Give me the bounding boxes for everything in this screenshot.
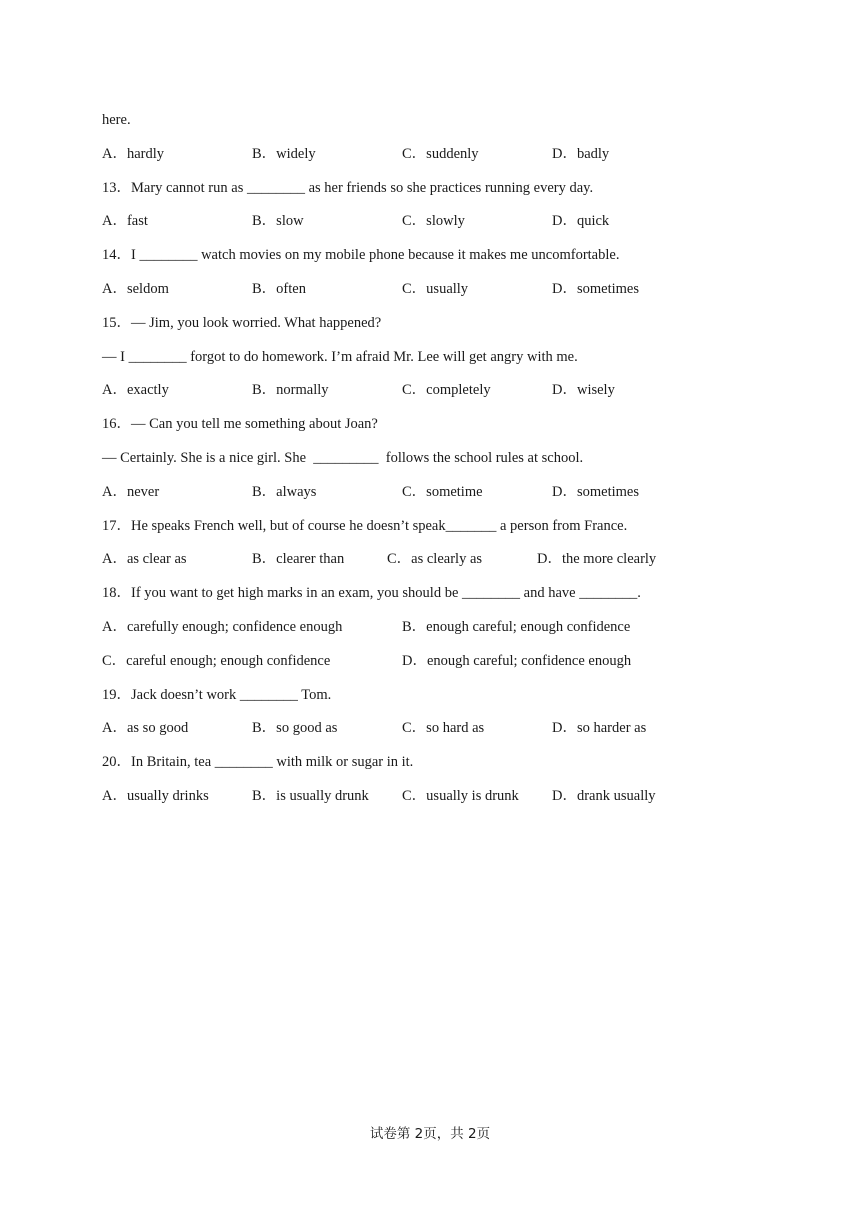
question-text: 20．In Britain, tea ________ with milk or sugar in it. (102, 754, 414, 771)
answer-option: A．hardly (102, 145, 165, 162)
answer-options (102, 482, 782, 516)
answer-options (102, 651, 782, 685)
question-text: here. (102, 112, 131, 128)
question-text: — Certainly. She is a nice girl. She _________ follows the school rules at school. (102, 449, 584, 466)
answer-option: B．widely (252, 145, 316, 162)
answer-option: B．clearer than (252, 551, 345, 568)
answer-option: A．never (102, 483, 160, 500)
answer-option: A．seldom (102, 280, 169, 297)
answer-option: C．usually is drunk (402, 787, 519, 804)
question-text: 13．Mary cannot run as ________ as her friends so she practices running every day. (102, 179, 594, 196)
answer-options (102, 144, 782, 178)
question-text: 16．— Can you tell me something about Joan? (102, 416, 378, 433)
answer-option: C．as clearly as (387, 551, 483, 568)
answer-option: D．wisely (552, 382, 615, 399)
question-text: 15．— Jim, you look worried. What happened? (102, 314, 382, 331)
answer-option: A．exactly (102, 382, 169, 399)
answer-option: C．completely (402, 382, 491, 399)
answer-option: D．so harder as (552, 720, 647, 737)
answer-options (102, 279, 782, 313)
answer-option: C．careful enough; enough confidence (102, 652, 331, 669)
answer-options (102, 786, 782, 820)
page-footer: 试卷第 2页，共 2页 (369, 1126, 491, 1142)
answer-option: C．suddenly (402, 145, 479, 162)
answer-option: B．slow (252, 213, 304, 230)
answer-option: D．the more clearly (537, 551, 657, 568)
question-text: 19．Jack doesn’t work ________ Tom. (102, 686, 332, 703)
answer-options (102, 549, 782, 583)
answer-option: A．fast (102, 213, 148, 230)
answer-option: B．enough careful; enough confidence (402, 618, 631, 635)
answer-option: D．sometimes (552, 483, 639, 500)
answer-option: C．so hard as (402, 720, 485, 737)
question-text: 14．I ________ watch movies on my mobile phone because it makes me uncomfortable. (102, 247, 620, 264)
answer-option: A．as clear as (102, 551, 187, 568)
answer-option: C．usually (402, 280, 469, 297)
answer-option: B．always (252, 483, 317, 500)
answer-options (102, 617, 782, 651)
answer-option: D．badly (552, 145, 610, 162)
answer-options (102, 718, 782, 752)
answer-option: C．slowly (402, 213, 465, 230)
question-text: 17．He speaks French well, but of course he doesn’t speak_______ a person from France. (102, 517, 628, 534)
question-list (102, 110, 782, 820)
answer-option: B．often (252, 280, 306, 297)
answer-options (102, 211, 782, 245)
answer-option: C．sometime (402, 483, 483, 500)
answer-option: B．is usually drunk (252, 787, 369, 804)
answer-option: A．carefully enough; confidence enough (102, 618, 343, 635)
answer-option: D．drank usually (552, 787, 656, 804)
answer-option: B．so good as (252, 720, 338, 737)
question-text: 18．If you want to get high marks in an exam, you should be ________ and have ________. (102, 585, 641, 602)
answer-option: D．quick (552, 213, 610, 230)
answer-option: A．usually drinks (102, 787, 209, 804)
answer-option: D．enough careful; confidence enough (402, 652, 632, 669)
answer-option: B．normally (252, 382, 329, 399)
answer-option: A．as so good (102, 720, 189, 737)
question-text: — I ________ forgot to do homework. I’m afraid Mr. Lee will get angry with me. (102, 348, 578, 365)
answer-options (102, 380, 782, 414)
answer-option: D．sometimes (552, 280, 639, 297)
